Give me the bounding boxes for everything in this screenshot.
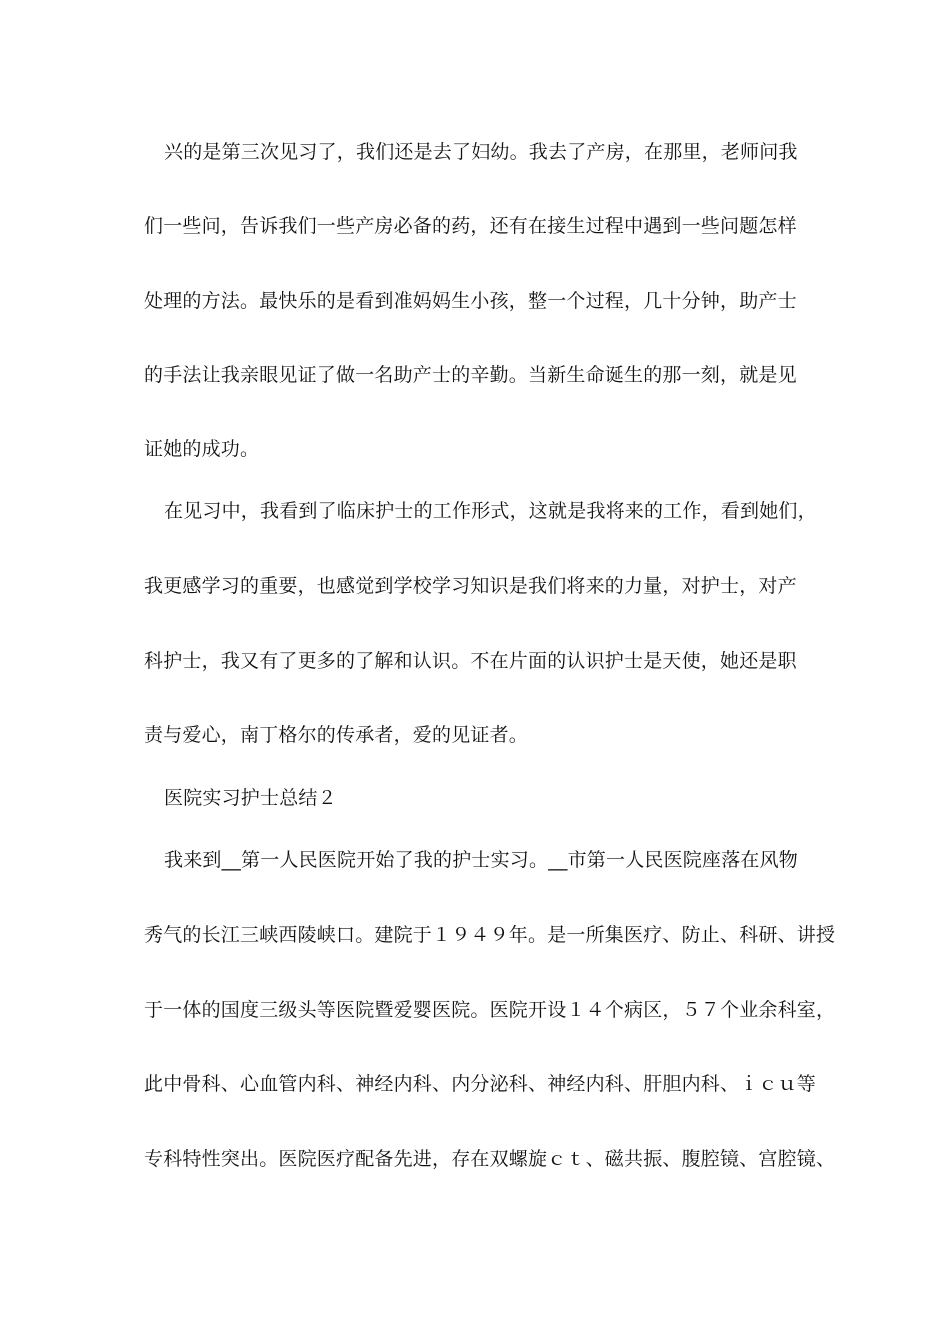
paragraph-line: 科护士，我又有了更多的了解和认识。不在片面的认识护士是天使，她还是职	[144, 650, 797, 672]
paragraph-line: 专科特性突出。医院医疗配备先进，存在双螺旋ｃｔ、磁共振、腹腔镜、宫腔镜、	[144, 1148, 836, 1170]
section-heading: 医院实习护士总结２	[164, 787, 337, 809]
paragraph-line: 我来到__第一人民医院开始了我的护士实习。__市第一人民医院座落在风物	[164, 849, 799, 871]
paragraph-line: 的手法让我亲眼见证了做一名助产士的辛勤。当新生命诞生的那一刻，就是见	[144, 364, 797, 386]
paragraph-line: 此中骨科、心血管内科、神经内科、内分泌科、神经内科、肝胆内科、ｉｃｕ等	[144, 1073, 817, 1095]
paragraph-line: 们一些问，告诉我们一些产房必备的药，还有在接生过程中遇到一些问题怎样	[144, 215, 797, 237]
paragraph-line: 在见习中，我看到了临床护士的工作形式，这就是我将来的工作，看到她们，	[164, 500, 817, 522]
paragraph-line: 责与爱心，南丁格尔的传承者，爱的见证者。	[144, 724, 529, 746]
paragraph-line: 我更感学习的重要，也感觉到学校学习知识是我们将来的力量，对护士，对产	[144, 575, 797, 597]
paragraph-line: 处理的方法。最快乐的是看到准妈妈生小孩，整一个过程，几十分钟，助产士	[144, 290, 797, 312]
paragraph-line: 秀气的长江三峡西陵峡口。建院于１９４９年。是一所集医疗、防止、科研、讲授	[144, 924, 836, 946]
paragraph-line: 证她的成功。	[144, 438, 260, 460]
paragraph-line: 兴的是第三次见习了，我们还是去了妇幼。我去了产房，在那里，老师问我	[164, 141, 798, 163]
paragraph-line: 于一体的国度三级头等医院暨爱婴医院。医院开设１４个病区，５７个业余科室，	[144, 999, 836, 1021]
